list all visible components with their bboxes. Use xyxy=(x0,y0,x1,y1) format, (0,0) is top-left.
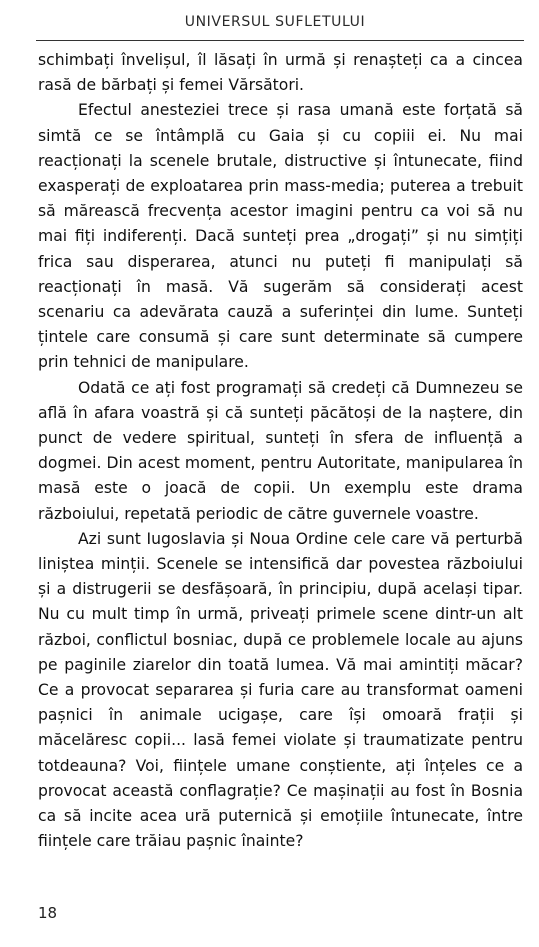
header-rule xyxy=(36,40,524,41)
paragraph-continuation: schimbați învelișul, îl lăsați în urmă și renașteți ca a cincea rasă de bărbați și femei Vărsători. xyxy=(38,51,523,95)
running-header: UNIVERSUL SUFLETULUI xyxy=(184,14,366,30)
body-text xyxy=(38,48,523,855)
paragraph: Odată ce ați fost programați să credeți că Dumnezeu se află în afara voastră și că sunteți păcătoși de la naștere, din punct de vedere spiritual, sunteți în sfera de influență a dogmei. Din acest moment, pentru Autoritate, manipularea în masă este o joacă de copii. Un exemplu este drama războiului, repetată periodic de către guvernele voastre. xyxy=(38,378,523,523)
paragraph: Efectul anesteziei trece și rasa umană este forțată să simtă ce se întâmplă cu Gaia și cu copiii ei. Nu mai reacționați la scenele brutale, distructive și întunecate, fiind exasperați de exploatarea prin mass-media; puterea a trebuit să mărească frecvența acestor imagini pentru ca voi să nu mai fiți indiferenți. Dacă sunteți prea „drogați” și nu simțiți frica sau disperarea, atunci nu puteți fi manipulați să reacționați în masă. Vă sugerăm să considerați acest scenariu ca adevărata cauză a suferinței din lume. Sunteți țintele care consumă și care sunt determinate să cumpere prin tehnici de manipulare. xyxy=(38,101,523,372)
paragraph: Azi sunt Iugoslavia și Noua Ordine cele care vă perturbă liniștea minții. Scenele se intensifică dar povestea războiului și a distrugerii se desfășoară, în principiu, după același tipar. Nu cu mult timp în urmă, priveați primele scene dintr-un alt război, conflictul bosniac, după ce problemele locale au ajuns pe paginile ziarelor din toată lumea. Vă mai amintiți măcar? Ce a provocat separarea și furia care au transformat oameni pașnici în animale ucigașe, care își omoară frații și măcelăresc copii... lasă femei violate și traumatizate pentru totdeauna? Voi, ființele umane conștiente, ați înțeles ce a provocat această conflagrație? Ce mașinații au fost în Bosnia ca să incite acea ură puternică și emoțiile întunecate, între ființele care trăiau pașnic înainte? xyxy=(38,529,523,851)
page-number: 18 xyxy=(38,904,58,922)
